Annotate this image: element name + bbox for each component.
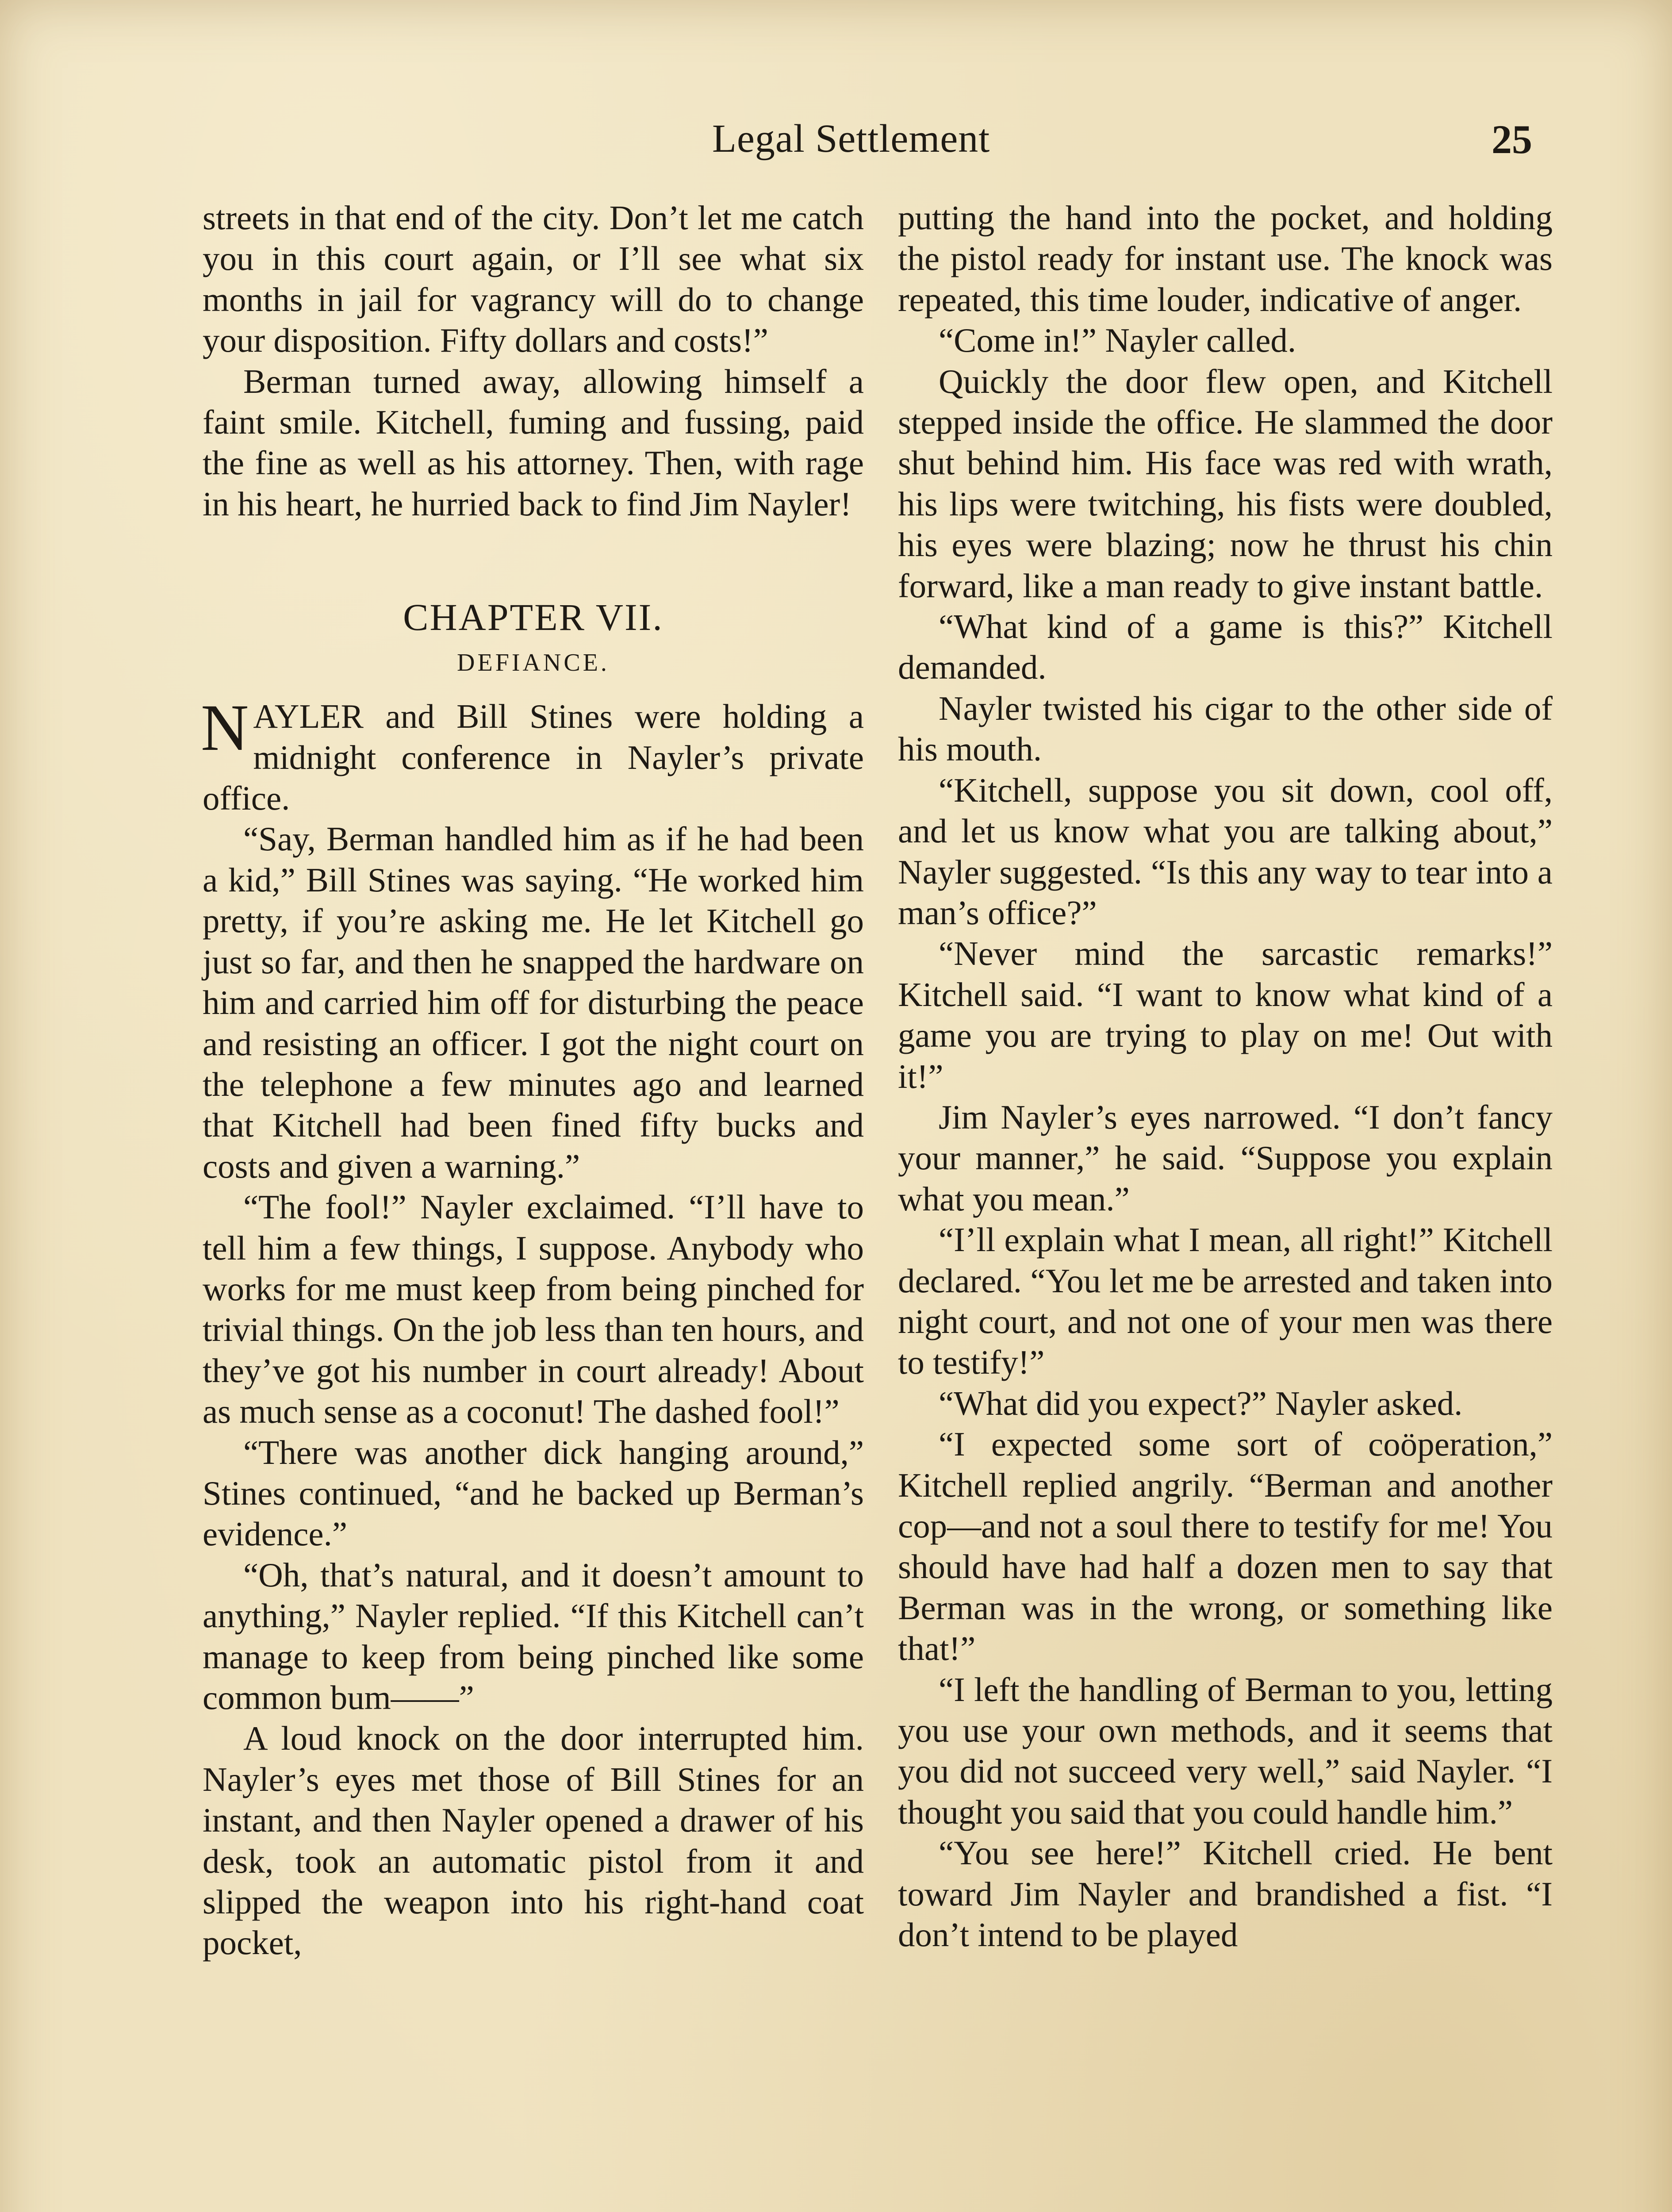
paragraph: streets in that end of the city. Don’t let me catch you in this court again, or I’ll see what six months in jail for vagrancy will do to change your disposition. Fifty dollars and costs!” <box>203 199 864 360</box>
paragraph: Berman turned away, allowing himself a faint smile. Kitchell, fuming and fussing, paid the fine as well as his attorney. Then, with rage in his heart, he hurried back to find Jim Nayler! <box>203 362 864 523</box>
paragraph: Nayler twisted his cigar to the other side of his mouth. <box>898 689 1553 768</box>
paragraph: “I expected some sort of coöperation,” Kitchell replied angrily. “Berman and another cop—and not a soul there to testify for me! You should have had half a dozen men to say that Berman was in the wrong, or something like that!” <box>898 1425 1553 1668</box>
paragraph: putting the hand into the pocket, and holding the pistol ready for instant use. The knock was repeated, this time louder, indicative of anger. <box>898 199 1553 319</box>
paragraph: “Come in!” Nayler called. <box>939 321 1296 360</box>
paragraph: “Oh, that’s natural, and it doesn’t amount to anything,” Nayler replied. “If this Kitchell can’t manage to keep from being pinched like some common bum——” <box>203 1555 864 1717</box>
chapter-opening-paragraph <box>201 691 864 818</box>
paragraph: “There was another dick hanging around,” Stines continued, “and he backed up Berman’s evidence.” <box>203 1433 864 1553</box>
chapter-subtitle: DEFIANCE. <box>457 649 610 677</box>
paragraph: “I’ll explain what I mean, all right!” Kitchell declared. “You let me be arrested and taken into night court, and not one of your men was there to testify!” <box>898 1221 1553 1382</box>
page-number: 25 <box>1492 117 1532 162</box>
paragraph: Quickly the door flew open, and Kitchell stepped inside the office. He slammed the door shut behind him. His face was red with wrath, his lips were twitching, his fists were doubled, his eyes were blazing; now he thrust his chin forward, like a man ready to give instant battle. <box>898 362 1553 605</box>
paragraph: “I left the handling of Berman to you, letting you use your own methods, and it seems that you did not succeed very well,” said Nayler. “I thought you said that you could handle him.” <box>898 1670 1553 1831</box>
paragraph: “What kind of a game is this?” Kitchell demanded. <box>898 607 1553 687</box>
opening-text: AYLER and Bill Stines were holding a midnight conference in Nayler’s private office. <box>203 697 864 818</box>
paragraph: A loud knock on the door interrupted him. Nayler’s eyes met those of Bill Stines for an instant, and then Nayler opened a drawer of his desk, took an automatic pistol from it and slipped the weapon into his right-hand coat pocket, <box>203 1719 864 1962</box>
drop-cap: N <box>201 691 249 765</box>
paragraph: Jim Nayler’s eyes narrowed. “I don’t fancy your manner,” he said. “Suppose you explain what you mean.” <box>898 1098 1553 1218</box>
paragraph: “Never mind the sarcastic remarks!” Kitchell said. “I want to know what kind of a game you are trying to play on me! Out with it!” <box>898 934 1553 1095</box>
left-column <box>203 197 864 1963</box>
paragraph: “Say, Berman handled him as if he had been a kid,” Bill Stines was saying. “He worked him pretty, if you’re asking me. He let Kitchell go just so far, and then he snapped the hardware on him and carried him off for disturbing the peace and resisting an officer. I got the night court on the telephone a few minutes ago and learned that Kitchell had been fined fifty bucks and costs and given a warning.” <box>203 820 864 1185</box>
paragraph: “Kitchell, suppose you sit down, cool off, and let us know what you are talking about,” Nayler suggested. “Is this any way to tear into a man’s office?” <box>898 771 1553 932</box>
paragraph: “What did you expect?” Nayler asked. <box>939 1384 1463 1422</box>
right-column <box>898 197 1553 1955</box>
running-header: Legal Settlement <box>712 117 990 161</box>
paragraph: “You see here!” Kitchell cried. He bent toward Jim Nayler and brandished a fist. “I don’t intend to be played <box>898 1834 1553 1954</box>
paragraph: “The fool!” Nayler exclaimed. “I’ll have to tell him a few things, I suppose. Anybody who works for me must keep from being pinched for trivial things. On the job less than ten hours, and they’ve got his number in court already! About as much sense as a coconut! The dashed fool!” <box>203 1188 864 1431</box>
chapter-title: CHAPTER VII. <box>403 596 663 639</box>
